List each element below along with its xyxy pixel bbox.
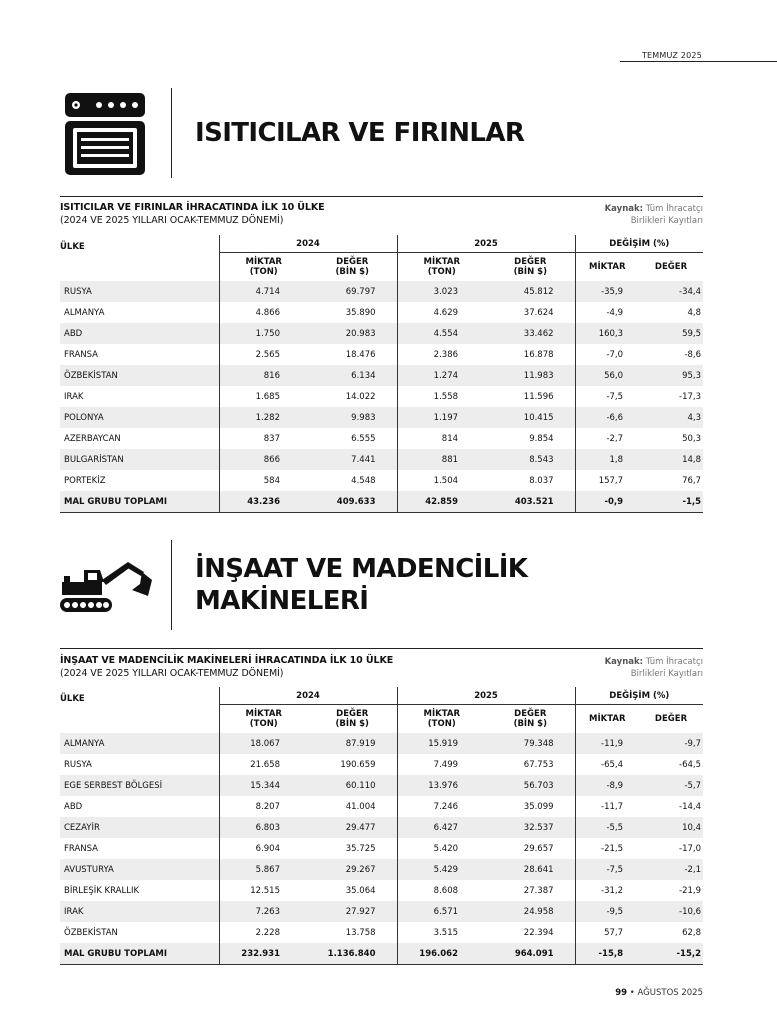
cell-val-2024: 41.004	[345, 801, 376, 812]
section-title: ISITICILAR VE FIRINLAR	[195, 118, 525, 148]
cell-val-2025: 29.657	[523, 843, 554, 854]
table-top-rule	[60, 196, 703, 197]
table-row	[60, 901, 703, 922]
cell-val-2025: 67.753	[523, 759, 554, 770]
cell-qty-2024: 2.228	[219, 922, 308, 943]
cell-country: BİRLEŞİK KRALLIK	[64, 885, 140, 896]
cell-val-2024: 35.064	[345, 885, 376, 896]
cell-qty-2025: 2.386	[397, 344, 486, 365]
cell-qty-2024: 2.565	[219, 344, 308, 365]
table-top-rule	[60, 648, 703, 649]
cell-val-pct: -64,5	[679, 759, 702, 770]
cell-val-pct: -17,3	[679, 391, 702, 402]
cell-val-2025: 28.641	[486, 859, 575, 880]
cell-val-2025: 8.037	[529, 475, 554, 486]
col-qty-2025: MİKTAR (TON)	[397, 253, 486, 282]
cell-qty-2025: 1.558	[397, 386, 486, 407]
cell-val-pct: 50,3	[682, 433, 702, 444]
cell-country: ÖZBEKİSTAN	[64, 927, 118, 938]
cell-val-2025: 11.596	[523, 391, 554, 402]
col-2024: 2024	[219, 235, 397, 253]
cell-qty-2025: 4.554	[397, 323, 486, 344]
cell-val-pct: 14,8	[639, 449, 703, 470]
cell-val-2025: 8.543	[486, 449, 575, 470]
col-val-2024: DEĞER (BİN $)	[335, 257, 369, 277]
col-change: DEĞİŞİM (%)	[575, 235, 703, 253]
cell-country: MAL GRUBU TOPLAMI	[60, 491, 219, 513]
cell-qty-pct: 1,8	[575, 449, 639, 470]
cell-qty-2024: 4.866	[219, 302, 308, 323]
excavator-icon	[58, 558, 154, 614]
table-title: İNŞAAT VE MADENCİLİK MAKİNELERİ İHRACATINDA İLK 10 ÜLKE	[60, 655, 394, 666]
table-row	[60, 922, 703, 943]
cell-qty-pct: -5,5	[575, 817, 639, 838]
cell-val-2024: 87.919	[308, 733, 397, 754]
cell-qty-2024: 232.931	[219, 943, 308, 965]
total-row	[60, 943, 703, 965]
cell-qty-pct: -7,0	[575, 344, 639, 365]
cell-qty-2024: 8.207	[219, 796, 308, 817]
cell-qty-2025: 8.608	[397, 880, 486, 901]
cell-qty-pct: -7,5	[575, 386, 639, 407]
source-note: Kaynak: Tüm İhracatçı Birlikleri Kayıtları	[604, 657, 703, 679]
table-row	[60, 796, 703, 817]
cell-val-pct: 62,8	[682, 927, 702, 938]
table-row	[60, 281, 703, 302]
col-val-pct: DEĞER	[654, 714, 688, 724]
cell-val-2024: 6.134	[308, 365, 397, 386]
cell-country: IRAK	[60, 901, 219, 922]
cell-val-2025: 10.415	[486, 407, 575, 428]
cell-country: FRANSA	[64, 349, 98, 360]
cell-qty-2024: 6.904	[219, 838, 308, 859]
col-val-pct: DEĞER	[654, 262, 688, 272]
cell-val-2025: 24.958	[486, 901, 575, 922]
cell-country: AZERBAYCAN	[64, 433, 121, 444]
cell-val-2024: 29.477	[308, 817, 397, 838]
cell-qty-2025: 1.274	[397, 365, 486, 386]
cell-qty-pct: -2,7	[575, 428, 639, 449]
cell-val-pct: -1,5	[639, 491, 703, 513]
cell-qty-pct: 56,0	[575, 365, 639, 386]
cell-qty-2025: 3.023	[397, 281, 486, 302]
table-row	[60, 754, 703, 775]
table-row	[60, 365, 703, 386]
cell-val-2024: 35.890	[345, 307, 376, 318]
table-row	[60, 817, 703, 838]
cell-qty-2024: 15.344	[219, 775, 308, 796]
cell-qty-2024: 1.750	[219, 323, 308, 344]
col-2025: 2025	[397, 235, 575, 253]
cell-country: ALMANYA	[64, 307, 105, 318]
cell-val-pct: 4,3	[639, 407, 703, 428]
table-row	[60, 302, 703, 323]
cell-qty-pct: -21,5	[575, 838, 639, 859]
cell-country: RUSYA	[64, 759, 92, 770]
cell-qty-2025: 13.976	[397, 775, 486, 796]
page-footer	[615, 988, 703, 998]
cell-country: ABD	[60, 323, 219, 344]
cell-qty-2025: 7.246	[397, 796, 486, 817]
footer-date: AĞUSTOS 2025	[637, 988, 703, 998]
cell-val-pct: -10,6	[639, 901, 703, 922]
cell-country: RUSYA	[60, 281, 219, 302]
cell-val-pct: -17,0	[679, 843, 702, 854]
col-country: ÜLKE	[60, 694, 85, 704]
cell-qty-pct: -0,9	[575, 491, 639, 513]
col-2024: 2024	[219, 687, 397, 705]
cell-val-pct: 76,7	[682, 475, 702, 486]
cell-val-2024: 27.927	[308, 901, 397, 922]
cell-country: AVUSTURYA	[60, 859, 219, 880]
cell-val-pct: -2,1	[639, 859, 703, 880]
cell-qty-pct: 57,7	[575, 922, 639, 943]
table-row	[60, 880, 703, 901]
cell-qty-2024: 837	[219, 428, 308, 449]
cell-qty-2025: 4.629	[397, 302, 486, 323]
cell-qty-2024: 1.685	[219, 386, 308, 407]
col-2025: 2025	[397, 687, 575, 705]
cell-val-2024: 1.136.840	[308, 943, 397, 965]
cell-val-2025: 9.854	[529, 433, 554, 444]
cell-qty-pct: -11,7	[575, 796, 639, 817]
cell-qty-2024: 866	[219, 449, 308, 470]
cell-val-2024: 60.110	[308, 775, 397, 796]
cell-qty-pct: -35,9	[575, 281, 639, 302]
table-row	[60, 344, 703, 365]
cell-val-2024: 13.758	[345, 927, 376, 938]
cell-val-2024: 18.476	[345, 349, 376, 360]
cell-country: PORTEKİZ	[64, 475, 106, 486]
cell-qty-2025: 6.571	[397, 901, 486, 922]
cell-val-2024: 29.267	[308, 859, 397, 880]
cell-country: FRANSA	[64, 843, 98, 854]
table-row	[60, 449, 703, 470]
cell-qty-2024: 5.867	[219, 859, 308, 880]
header-rule	[620, 61, 777, 62]
col-val-2024: DEĞER (BİN $)	[335, 709, 369, 729]
col-change: DEĞİŞİM (%)	[575, 687, 703, 705]
cell-val-2025: 964.091	[486, 943, 575, 965]
cell-qty-2024: 18.067	[219, 733, 308, 754]
cell-qty-2024: 7.263	[219, 901, 308, 922]
table-subtitle: (2024 VE 2025 YILLARI OCAK-TEMMUZ DÖNEMİ)	[60, 668, 284, 679]
cell-val-pct: 4,8	[687, 307, 702, 318]
cell-val-2024: 190.659	[340, 759, 376, 770]
table-row	[60, 386, 703, 407]
cell-val-2025: 79.348	[486, 733, 575, 754]
col-qty-pct: MİKTAR	[575, 705, 639, 734]
cell-val-2024: 7.441	[308, 449, 397, 470]
table-subtitle: (2024 VE 2025 YILLARI OCAK-TEMMUZ DÖNEMİ)	[60, 215, 284, 226]
cell-val-pct: 10,4	[639, 817, 703, 838]
table-row	[60, 859, 703, 880]
cell-val-2024: 20.983	[308, 323, 397, 344]
cell-qty-2024: 6.803	[219, 817, 308, 838]
col-qty-pct: MİKTAR	[575, 253, 639, 282]
cell-country: IRAK	[64, 391, 84, 402]
cell-country: ABD	[64, 801, 83, 812]
oven-icon	[64, 92, 146, 176]
cell-val-2024: 4.548	[351, 475, 376, 486]
cell-qty-2024: 584	[219, 470, 308, 491]
section-title: İNŞAAT VE MADENCİLİK MAKİNELERİ	[195, 554, 528, 616]
cell-country: BULGARİSTAN	[60, 449, 219, 470]
table-row	[60, 775, 703, 796]
cell-country: ÖZBEKİSTAN	[60, 365, 219, 386]
cell-qty-2025: 3.515	[397, 922, 486, 943]
cell-val-pct: -14,4	[679, 801, 702, 812]
cell-val-2025: 403.521	[486, 491, 575, 513]
col-qty-2025: MİKTAR (TON)	[397, 705, 486, 734]
table-row	[60, 407, 703, 428]
table-row	[60, 428, 703, 449]
cell-val-2024: 6.555	[351, 433, 376, 444]
cell-country: CEZAYİR	[60, 817, 219, 838]
table-row	[60, 323, 703, 344]
cell-val-2025: 11.983	[486, 365, 575, 386]
table-row	[60, 733, 703, 754]
source-note: Kaynak: Tüm İhracatçı Birlikleri Kayıtları	[604, 204, 703, 226]
cell-val-2024: 35.725	[345, 843, 376, 854]
cell-qty-2024: 4.714	[219, 281, 308, 302]
cell-val-2024: 9.983	[308, 407, 397, 428]
cell-qty-pct: -8,9	[575, 775, 639, 796]
cell-qty-2024: 12.515	[219, 880, 308, 901]
cell-val-2025: 16.878	[523, 349, 554, 360]
cell-qty-2024: 21.658	[219, 754, 308, 775]
cell-val-2025: 35.099	[523, 801, 554, 812]
total-row	[60, 491, 703, 513]
cell-qty-pct: -15,8	[575, 943, 639, 965]
section-divider	[171, 540, 172, 630]
col-val-2025: DEĞER (BİN $)	[513, 709, 547, 729]
cell-qty-pct: -7,5	[575, 859, 639, 880]
cell-country: POLONYA	[60, 407, 219, 428]
cell-qty-2025: 1.504	[397, 470, 486, 491]
cell-val-pct: -9,7	[639, 733, 703, 754]
cell-country: EGE SERBEST BÖLGESİ	[60, 775, 219, 796]
table-row	[60, 838, 703, 859]
cell-qty-pct: 160,3	[575, 323, 639, 344]
cell-qty-2025: 7.499	[397, 754, 486, 775]
col-country: ÜLKE	[60, 242, 85, 252]
cell-val-pct: -5,7	[639, 775, 703, 796]
cell-qty-pct: -9,5	[575, 901, 639, 922]
cell-qty-2024: 43.236	[219, 491, 308, 513]
cell-qty-pct: -4,9	[575, 302, 639, 323]
cell-val-2025: 56.703	[486, 775, 575, 796]
cell-qty-2024: 816	[219, 365, 308, 386]
cell-qty-2025: 881	[397, 449, 486, 470]
cell-qty-pct: -31,2	[575, 880, 639, 901]
col-val-2025: DEĞER (BİN $)	[513, 257, 547, 277]
cell-qty-pct: -65,4	[575, 754, 639, 775]
export-table	[60, 235, 703, 513]
bullet: •	[629, 988, 635, 998]
cell-val-2025: 22.394	[523, 927, 554, 938]
export-table	[60, 687, 703, 965]
cell-val-pct: -34,4	[639, 281, 703, 302]
col-qty-2024: MİKTAR (TON)	[219, 705, 308, 734]
col-qty-2024: MİKTAR (TON)	[219, 253, 308, 282]
issue-date: TEMMUZ 2025	[641, 51, 702, 60]
cell-val-2024: 14.022	[345, 391, 376, 402]
cell-val-pct: -21,9	[679, 885, 702, 896]
cell-qty-2025: 196.062	[397, 943, 486, 965]
cell-qty-2025: 1.197	[397, 407, 486, 428]
cell-qty-2025: 814	[397, 428, 486, 449]
cell-country: ALMANYA	[60, 733, 219, 754]
cell-qty-2025: 5.429	[397, 859, 486, 880]
cell-qty-pct: 157,7	[575, 470, 639, 491]
cell-val-2025: 45.812	[486, 281, 575, 302]
table-row	[60, 470, 703, 491]
cell-val-2024: 69.797	[308, 281, 397, 302]
cell-qty-2024: 1.282	[219, 407, 308, 428]
cell-qty-2025: 42.859	[397, 491, 486, 513]
cell-qty-pct: -11,9	[575, 733, 639, 754]
cell-val-2025: 37.624	[523, 307, 554, 318]
cell-val-pct: -8,6	[684, 349, 702, 360]
cell-qty-2025: 6.427	[397, 817, 486, 838]
cell-val-2025: 27.387	[523, 885, 554, 896]
cell-val-2025: 33.462	[486, 323, 575, 344]
cell-qty-pct: -6,6	[575, 407, 639, 428]
cell-val-2025: 32.537	[486, 817, 575, 838]
cell-val-pct: 95,3	[639, 365, 703, 386]
cell-val-pct: -15,2	[639, 943, 703, 965]
cell-qty-2025: 5.420	[397, 838, 486, 859]
cell-qty-2025: 15.919	[397, 733, 486, 754]
page-number: 99	[615, 988, 628, 998]
cell-country: MAL GRUBU TOPLAMI	[60, 943, 219, 965]
cell-val-pct: 59,5	[639, 323, 703, 344]
cell-val-2024: 409.633	[308, 491, 397, 513]
table-title: ISITICILAR VE FIRINLAR İHRACATINDA İLK 10 ÜLKE	[60, 202, 325, 213]
section-divider	[171, 88, 172, 178]
